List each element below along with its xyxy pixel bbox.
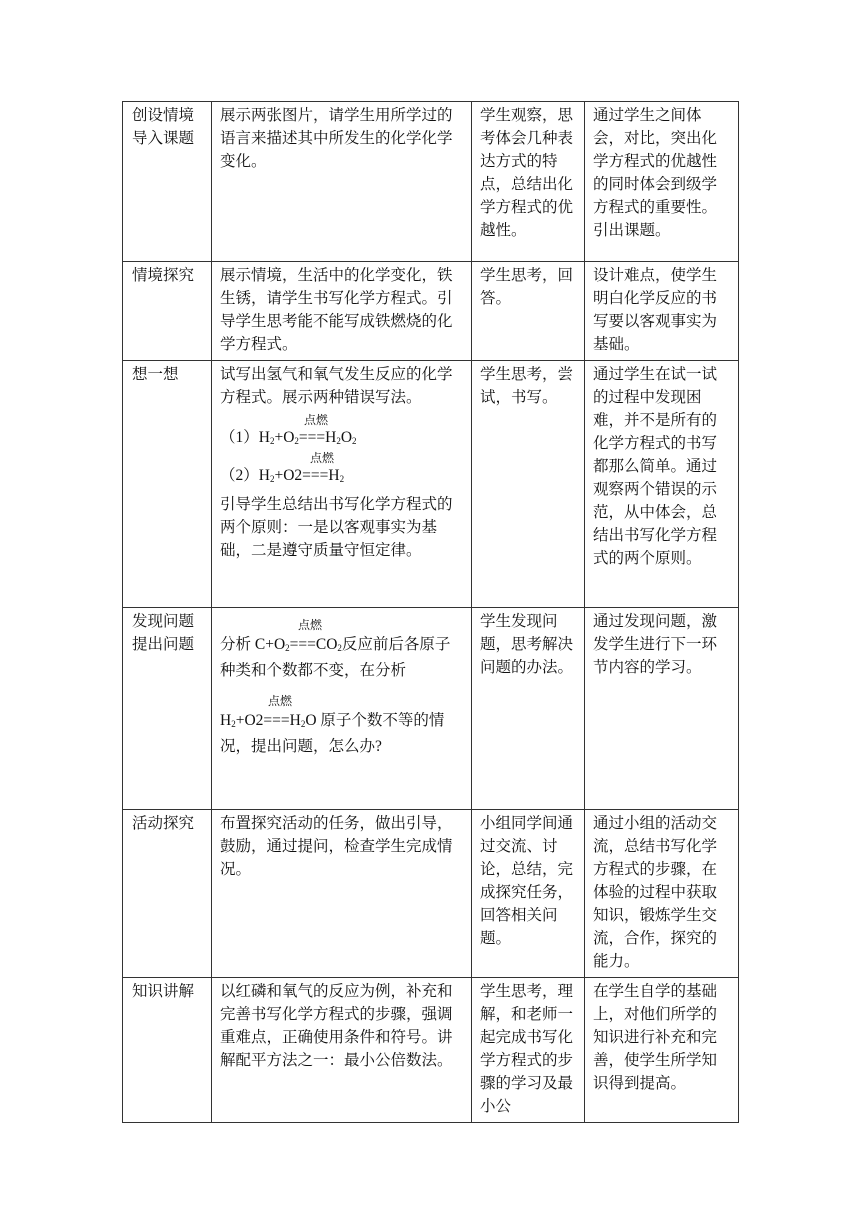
reaction-condition: 点燃 [304, 413, 329, 427]
teacher-activity-cell: 以红磷和氧气的反应为例，补充和完善书写化学方程式的步骤，强调重难点，正确使用条件和符号。讲解配平方法之一：最小公倍数法。 [212, 978, 472, 1123]
subscript: 2 [294, 436, 299, 446]
table-row [123, 608, 739, 810]
equation-2 [220, 451, 465, 487]
stage-cell [123, 262, 212, 361]
table-row [123, 361, 739, 608]
design-intent-cell: 通过小组的活动交流，总结书写化学方程式的步骤，在体验的过程中获取知识，锻炼学生交流，合作，探究的能力。 [585, 810, 739, 978]
stage-line: 情境探究 [132, 266, 195, 284]
reaction-condition: 点燃 [268, 694, 293, 708]
subscript: 2 [269, 474, 275, 484]
subscript: 2 [352, 436, 357, 446]
equation-text [220, 427, 465, 449]
student-activity-cell: 小组同学间通过交流、讨论，总结，完成探究任务，回答相关问题。 [472, 810, 585, 978]
formula-part: ===H [302, 467, 340, 484]
subscript: 2 [336, 436, 341, 446]
reaction-condition: 点燃 [298, 618, 323, 632]
subscript: 2 [285, 643, 290, 653]
equation-label: （2） [220, 467, 259, 484]
teacher-outro: 引导学生总结出书写化学方程式的两个原则：一是以客观事实为基础，二是遵守质量守恒定律。 [220, 495, 453, 559]
stage-cell [123, 361, 212, 608]
formula-part: H [258, 467, 270, 484]
formula-part: ===H [298, 429, 337, 446]
subscript: 2 [339, 474, 345, 484]
teacher-activity-cell [212, 361, 472, 608]
student-activity-cell: 学生思考，尝试，书写。 [472, 361, 585, 608]
stage-cell [123, 810, 212, 978]
formula-part: 分析 C+O [220, 636, 286, 653]
equation-1 [220, 413, 465, 449]
equation-text [220, 465, 465, 487]
stage-line: 创设情境 [132, 106, 195, 124]
reaction-condition: 点燃 [310, 451, 335, 465]
analysis-text-1 [220, 632, 465, 684]
formula-part: H [220, 712, 232, 729]
stage-cell [123, 102, 212, 262]
stage-line: 发现问题 [132, 612, 195, 630]
subscript: 2 [231, 719, 236, 729]
subscript: 2 [337, 643, 342, 653]
student-activity-cell: 学生思考，理解，和老师一起完成书写化学方程式的步骤的学习及最小公 [472, 978, 585, 1123]
teacher-intro: 试写出氢气和氧气发生反应的化学方程式。展示两种错误写法。 [220, 365, 453, 406]
teacher-activity-cell [212, 608, 472, 810]
subscript: 2 [269, 436, 275, 446]
stage-line: 知识讲解 [132, 982, 195, 1000]
stage-line: 想一想 [132, 365, 179, 383]
student-activity-cell: 学生发现问题，思考解决问题的办法。 [472, 608, 585, 810]
stage-line: 活动探究 [132, 814, 195, 832]
design-intent-cell: 通过学生之间体会，对比，突出化学方程式的优越性的同时体会到级学方程式的重要性。引出课题。 [585, 102, 739, 262]
design-intent-cell: 在学生自学的基础上，对他们所学的知识进行补充和完善，使学生所学知识得到提高。 [585, 978, 739, 1123]
design-intent-cell: 设计难点，使学生明白化学反应的书写要以客观事实为基础。 [585, 262, 739, 361]
design-intent-cell: 通过学生在试一试的过程中发现困难，并不是所有的化学方程式的书写都那么简单。通过观察两个错误的示范，从中体会，总结出书写化学方程式的两个原则。 [585, 361, 739, 608]
subscript: 2 [300, 719, 306, 729]
table-row [123, 262, 739, 361]
teacher-activity-cell: 展示两张图片，请学生用所学过的语言来描述其中所发生的化学化学变化。 [212, 102, 472, 262]
teacher-activity-cell: 展示情境，生活中的化学变化，铁生锈，请学生书写化学方程式。引导学生思考能不能写成铁燃烧的化学方程式。 [212, 262, 472, 361]
table-row [123, 102, 739, 262]
formula-part: +O [274, 429, 295, 446]
formula-part: O [340, 429, 353, 446]
formula-part: H [258, 429, 270, 446]
analysis-text-2 [220, 708, 465, 760]
analysis-text: 反应前后各原子种类和个数都不变，在分析 [220, 636, 451, 679]
stage-cell [123, 978, 212, 1123]
table-row [123, 978, 739, 1123]
formula-part: ===CO [289, 636, 338, 653]
equation-label: （1） [220, 429, 259, 446]
formula-part: +O2===H [235, 712, 301, 729]
student-activity-cell: 学生观察，思考体会几种表达方式的特点，总结出化学方程式的优越性。 [472, 102, 585, 262]
teacher-activity-cell: 布置探究活动的任务，做出引导，鼓励，通过提问，检查学生完成情况。 [212, 810, 472, 978]
stage-line: 导入课题 [132, 129, 195, 147]
analysis-text: O 原子个数不等的情况，提出问题，怎么办? [220, 712, 445, 755]
formula-part: +O2 [274, 467, 303, 484]
stage-cell [123, 608, 212, 810]
lesson-plan-table [122, 101, 739, 1123]
table-row [123, 810, 739, 978]
stage-line: 提出问题 [132, 635, 195, 653]
design-intent-cell: 通过发现问题，激发学生进行下一环节内容的学习。 [585, 608, 739, 810]
student-activity-cell: 学生思考，回答。 [472, 262, 585, 361]
